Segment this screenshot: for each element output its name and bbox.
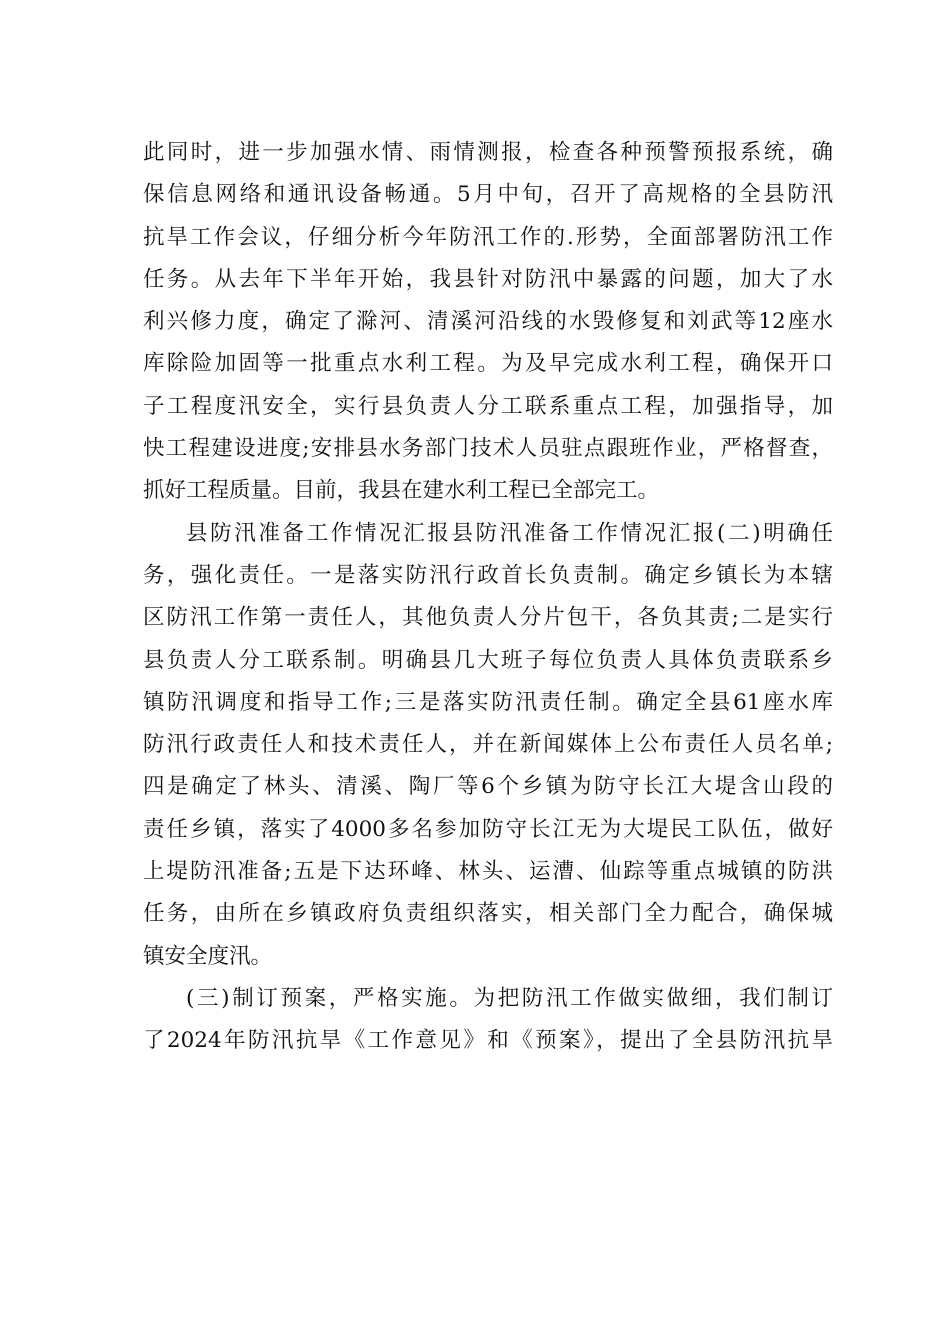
text-line: 县防汛准备工作情况汇报县防汛准备工作情况汇报(二)明确任 (186, 520, 833, 546)
paragraph-2 (143, 513, 833, 978)
paragraph-3 (143, 978, 833, 1063)
text-line: 了2024年防汛抗旱《工作意见》和《预案》，提出了全县防汛抗旱 (143, 1028, 833, 1054)
paragraph-1 (143, 132, 833, 513)
text-line: 库除险加固等一批重点水利工程。为及早完成水利工程，确保开口 (143, 351, 833, 377)
text-line: 抓好工程质量。目前，我县在建水利工程已全部完工。 (143, 478, 660, 504)
text-line: 任务，由所在乡镇政府负责组织落实，相关部门全力配合，确保城 (143, 901, 833, 927)
text-line: 责任乡镇，落实了4000多名参加防守长江无为大堤民工队伍，做好 (143, 816, 833, 842)
text-line: 抗旱工作会议，仔细分析今年防汛工作的.形势，全面部署防汛工作 (143, 224, 833, 250)
text-line: 防汛行政责任人和技术责任人，并在新闻媒体上公布责任人员名单; (143, 732, 833, 758)
text-line: 镇防汛调度和指导工作;三是落实防汛责任制。确定全县61座水库 (143, 689, 833, 715)
text-line: 快工程建设进度;安排县水务部门技术人员驻点跟班作业，严格督查， (143, 436, 833, 462)
text-line: 此同时，进一步加强水情、雨情测报，检查各种预警预报系统，确 (143, 140, 833, 165)
text-line: 区防汛工作第一责任人，其他负责人分片包干，各负其责;二是实行 (143, 605, 833, 631)
text-line: 利兴修力度，确定了滁河、清溪河沿线的水毁修复和刘武等12座水 (143, 309, 833, 335)
document-body (143, 132, 833, 1063)
text-line: 镇安全度汛。 (143, 943, 273, 969)
text-line: 上堤防汛准备;五是下达环峰、林头、运漕、仙踪等重点城镇的防洪 (143, 859, 833, 885)
text-line: 四是确定了林头、清溪、陶厂等6个乡镇为防守长江大堤含山段的 (143, 774, 833, 800)
text-line: 子工程度汛安全，实行县负责人分工联系重点工程，加强指导，加 (143, 393, 833, 419)
text-line: 县负责人分工联系制。明确县几大班子每位负责人具体负责联系乡 (143, 647, 833, 673)
text-line: 务，强化责任。一是落实防汛行政首长负责制。确定乡镇长为本辖 (143, 562, 833, 588)
text-line: 任务。从去年下半年开始，我县针对防汛中暴露的问题，加大了水 (143, 266, 833, 292)
text-line: 保信息网络和通讯设备畅通。5月中旬，召开了高规格的全县防汛 (143, 182, 833, 208)
text-line: (三)制订预案，严格实施。为把防汛工作做实做细，我们制订 (186, 985, 833, 1011)
